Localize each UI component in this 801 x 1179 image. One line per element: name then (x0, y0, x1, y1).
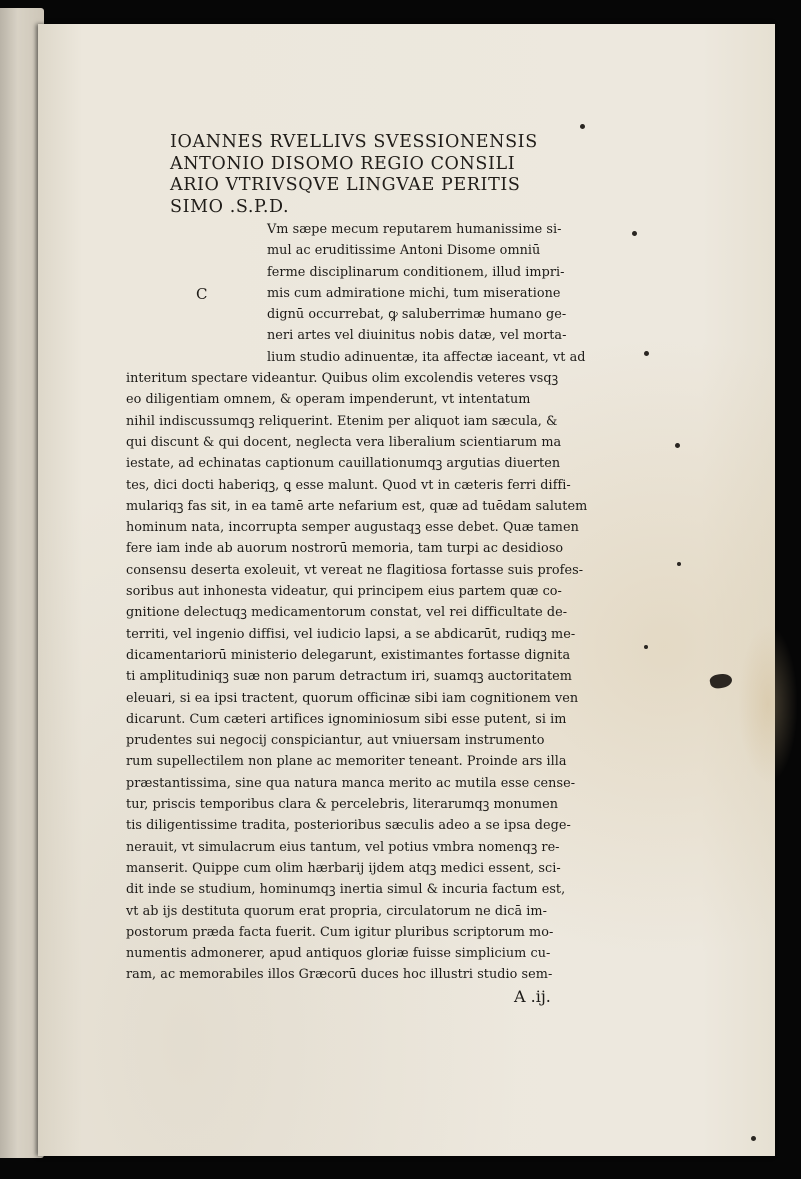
signature-mark: A .ij. (514, 986, 551, 1006)
text-line: eleuari, si ea ipsi tractent, quorum officinæ sibi iam cognitionem ven (126, 690, 579, 706)
text-line: interitum spectare videantur. Quibus olim excolendis veteres vsqꝫ (126, 371, 559, 387)
heading-line: IOANNES RVELLIVS SVESSIONENSIS (170, 132, 538, 152)
ink-spot (632, 231, 637, 236)
text-line: iestate, ad echinatas captionum cauillationumqꝫ argutias diuerten (126, 456, 561, 472)
text-line: vt ab ijs destituta quorum erat propria, circulatorum ne dicā im- (126, 903, 547, 919)
ink-spot (675, 443, 680, 448)
ink-blot (709, 672, 733, 690)
text-line: præstantissima, sine qua natura manca merito ac mutila esse cense- (126, 775, 576, 791)
text-line: soribus aut inhonesta videatur, qui principem eius partem quæ co- (126, 584, 562, 600)
text-line: rum supellectilem non plane ac memoriter teneant. Proinde ars illa (126, 754, 567, 770)
page-text (126, 132, 606, 1008)
text-line: consensu deserta exoleuit, vt vereat ne flagitiosa fortasse suis profes- (126, 562, 584, 578)
ink-spot (677, 562, 681, 566)
text-line: nerauit, vt simulacrum eius tantum, vel potius vmbra nomenqꝫ re- (126, 839, 560, 855)
heading-line: SIMO .S.P.D. (170, 196, 290, 217)
text-line: neri artes vel diuinitus nobis datæ, vel morta- (267, 328, 567, 344)
text-line: tes, dici docti haberiqꝫ, ꝗ esse malunt. Quod vt in cæteris ferri diffi- (126, 477, 571, 493)
heading-line: ARIO VTRIVSQVE LINGVAE PERITIS (170, 175, 521, 195)
heading-line: ANTONIO DISOMO REGIO CONSILI (170, 153, 516, 174)
text-line: ram, ac memorabiles illos Græcorū duces hoc illustri studio sem- (126, 967, 553, 983)
text-line: dignū occurrebat, ꝙ saluberrimæ humano ge- (267, 307, 567, 323)
text-line: territi, vel ingenio diffisi, vel iudicio lapsi, a se abdicarūt, rudiqꝫ me- (126, 626, 576, 642)
text-line: dicarunt. Cum cæteri artifices ignominiosum sibi esse putent, si im (126, 711, 567, 727)
text-line: tur, priscis temporibus clara & percelebris, literarumqꝫ monumen (126, 797, 559, 813)
text-line: mul ac eruditissime Antoni Disome omniū (267, 243, 541, 259)
text-line: postorum præda facta fuerit. Cum igitur pluribus scriptorum mo- (126, 924, 554, 940)
paper-stain (738, 624, 798, 784)
text-line: hominum nata, incorrupta semper augustaqꝫ esse debet. Quæ tamen (126, 520, 579, 536)
book-page (38, 24, 775, 1156)
text-line: manserit. Quippe cum olim hærbarij ijdem atqꝫ medici essent, sci- (126, 860, 561, 876)
text-line: dicamentariorū ministerio delegarunt, existimantes fortasse dignita (126, 647, 571, 663)
ink-spot (580, 124, 585, 129)
text-line: lium studio adinuentæ, ita affectæ iaceant, vt ad (267, 349, 586, 365)
text-line: Vm sæpe mecum reputarem humanissime si- (267, 222, 562, 237)
text-line: ferme disciplinarum conditionem, illud impri- (267, 264, 565, 280)
text-line: numentis admonerer, apud antiquos gloriæ fuisse simplicium cu- (126, 946, 551, 962)
text-line: gnitione delectuqꝫ medicamentorum constat, vel rei difficultate de- (126, 605, 568, 621)
text-line: tis diligentissime tradita, posterioribus sæculis adeo a se ipsa dege- (126, 818, 571, 834)
body-text (126, 219, 606, 1008)
ink-spot (751, 1136, 756, 1141)
text-line: nihil indiscussumqꝫ reliquerint. Etenim per aliquot iam sæcula, & (126, 413, 558, 429)
text-line: mis cum admiratione michi, tum miseratione (267, 285, 561, 301)
ink-spot (644, 351, 649, 356)
ink-spot (644, 645, 648, 649)
heading (126, 132, 606, 218)
text-line: prudentes sui negocij conspiciantur, aut vniuersam instrumento (126, 733, 545, 749)
drop-cap-guide-letter: C (196, 285, 208, 303)
text-line: qui discunt & qui docent, neglecta vera liberalium scientiarum ma (126, 434, 562, 450)
text-line: mulariqꝫ fas sit, in ea tamē arte nefarium est, quæ ad tuēdam salutem (126, 498, 588, 514)
text-line: eo diligentiam omnem, & operam impenderunt, vt intentatum (126, 392, 531, 408)
text-line: fere iam inde ab auorum nostrorū memoria, tam turpi ac desidioso (126, 541, 564, 557)
text-line: dit inde se studium, hominumqꝫ inertia simul & incuria factum est, (126, 882, 566, 898)
text-line: ti amplitudiniqꝫ suæ non parum detractum iri, suamqꝫ auctoritatem (126, 669, 572, 685)
